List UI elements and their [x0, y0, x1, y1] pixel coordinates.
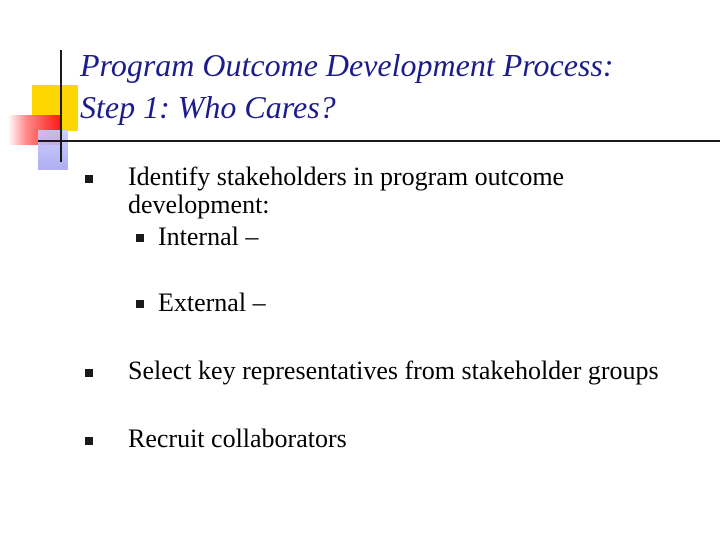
- slide-title: [80, 44, 710, 128]
- bullet-1-text-line-2: development:: [128, 190, 270, 219]
- decorative-blue-square: [38, 130, 68, 170]
- bullet-marker: [85, 369, 93, 377]
- sub-bullet-marker: [136, 300, 144, 308]
- sub-bullet-marker: [136, 234, 144, 242]
- bullet-3-text: Recruit collaborators: [128, 424, 347, 453]
- slide-title-line-1: Program Outcome Development Process:: [80, 47, 614, 83]
- title-underline: [38, 140, 720, 142]
- decorative-vertical-line: [60, 50, 62, 162]
- bullet-marker: [85, 437, 93, 445]
- sub-bullet-external: External –: [158, 288, 266, 317]
- sub-bullet-internal: Internal –: [158, 222, 259, 251]
- bullet-marker: [85, 175, 93, 183]
- bullet-1-text-line-1: Identify stakeholders in program outcome: [128, 162, 565, 191]
- bullet-2-text: Select key representatives from stakeholder groups: [128, 356, 659, 385]
- slide-title-line-2: Step 1: Who Cares?: [80, 89, 336, 125]
